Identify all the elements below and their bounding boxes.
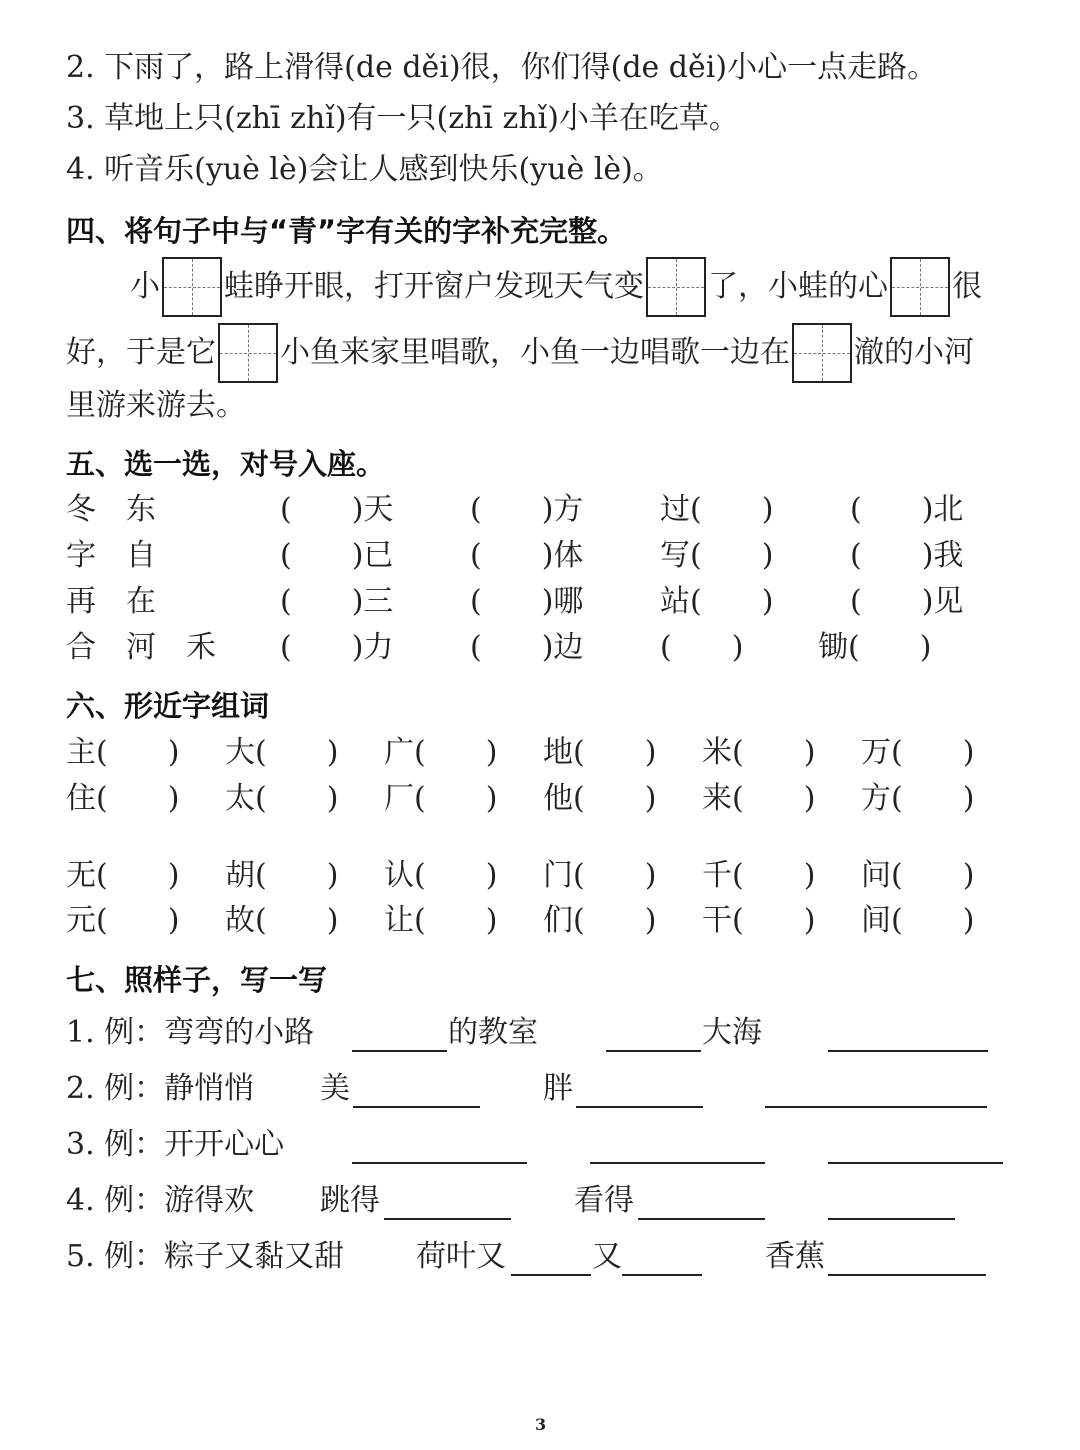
section-4-title: 四、将句子中与“青”字有关的字补充完整。 [66,214,627,248]
s6-word[interactable]: 门( ) [543,858,657,893]
s7-part: 的教室 [448,1015,538,1050]
s5-item[interactable]: 锄( ) [818,630,932,665]
s7-label: 1. 例：弯弯的小路 [66,1015,315,1050]
answer-blank[interactable] [384,1190,511,1220]
s7-part: 美 [320,1071,350,1106]
s6-word[interactable]: 间( ) [861,903,975,938]
s6-word[interactable]: 认( ) [384,858,498,893]
section-7-title: 七、照样子，写一写 [66,963,328,997]
answer-blank[interactable] [828,1022,988,1052]
s6-word[interactable]: 让( ) [384,903,498,938]
answer-blank[interactable] [828,1134,1003,1164]
s6-word[interactable]: 问( ) [861,858,975,893]
s7-part: 香蕉 [765,1239,825,1274]
s6-word[interactable]: 他( ) [543,781,657,816]
answer-box[interactable] [162,257,222,317]
answer-blank[interactable] [352,1134,527,1164]
s6-word[interactable]: 厂( ) [384,781,498,816]
s4-text: 很 [952,269,982,304]
s7-part: 胖 [543,1071,573,1106]
answer-blank[interactable] [352,1022,447,1052]
s5-item[interactable]: 写( ) [660,538,774,573]
question-3-zhi: 3. 草地上只(zhī zhǐ)有一只(zhī zhǐ)小羊在吃草。 [66,101,739,136]
s7-label: 4. 例：游得欢 [66,1183,255,1218]
s5-item[interactable]: ( )北 [850,492,964,527]
s6-word[interactable]: 元( ) [66,903,180,938]
s7-part: 又 [592,1239,622,1274]
s5-item[interactable]: ( )天 [280,492,394,527]
question-2-de: 2. 下雨了，路上滑得(de děi)很，你们得(de děi)小心一点走路。 [66,50,938,85]
answer-blank[interactable] [828,1190,955,1220]
s6-word[interactable]: 主( ) [66,735,180,770]
s5-item[interactable]: 站( ) [660,584,774,619]
answer-blank[interactable] [606,1022,701,1052]
s6-word[interactable]: 来( ) [702,781,816,816]
s5-chars: 再 在 [66,584,156,619]
answer-box[interactable] [792,323,852,383]
s6-word[interactable]: 胡( ) [225,858,339,893]
answer-box[interactable] [890,257,950,317]
s5-item[interactable]: ( )哪 [470,584,584,619]
s6-word[interactable]: 万( ) [861,735,975,770]
s5-item[interactable]: ( )边 [470,630,584,665]
answer-blank[interactable] [576,1078,703,1108]
s6-word[interactable]: 干( ) [702,903,816,938]
answer-blank[interactable] [828,1246,986,1276]
s5-item[interactable]: ( )见 [850,584,964,619]
s4-text: 澈的小河 [854,335,974,370]
s4-text: 小鱼来家里唱歌，小鱼一边唱歌一边在 [280,335,790,370]
s6-word[interactable]: 住( ) [66,781,180,816]
section-4-line-3: 里游来游去。 [66,388,246,423]
s6-word[interactable]: 们( ) [543,903,657,938]
s4-text: 小 [130,269,160,304]
s7-label: 3. 例：开开心心 [66,1127,285,1162]
s6-word[interactable]: 方( ) [861,781,975,816]
s5-item[interactable]: ( )三 [280,584,394,619]
answer-box[interactable] [218,323,278,383]
s5-item[interactable]: ( )我 [850,538,964,573]
s6-word[interactable]: 大( ) [225,735,339,770]
s5-item[interactable]: ( )已 [280,538,394,573]
s5-item[interactable]: ( )方 [470,492,584,527]
s4-text: 蛙睁开眼，打开窗户发现天气变 [224,269,644,304]
s7-label: 2. 例：静悄悄 [66,1071,255,1106]
s7-part: 跳得 [320,1183,380,1218]
s6-word[interactable]: 千( ) [702,858,816,893]
s6-word[interactable]: 地( ) [543,735,657,770]
answer-blank[interactable] [353,1078,480,1108]
answer-blank[interactable] [590,1134,765,1164]
section-4-line-1 [130,256,982,318]
s6-word[interactable]: 太( ) [225,781,339,816]
s4-text: 好，于是它 [66,335,216,370]
answer-blank[interactable] [622,1246,702,1276]
s5-item[interactable]: 过( ) [660,492,774,527]
s5-chars: 字 自 [66,538,156,573]
s4-text: 了，小蛙的心 [708,269,888,304]
s7-part: 大海 [702,1015,762,1050]
s6-word[interactable]: 米( ) [702,735,816,770]
s5-item[interactable]: ( )体 [470,538,584,573]
s6-word[interactable]: 广( ) [384,735,498,770]
s6-word[interactable]: 故( ) [225,903,339,938]
s7-part: 荷叶又 [416,1239,506,1274]
section-5-title: 五、选一选，对号入座。 [66,447,386,481]
section-6-title: 六、形近字组词 [66,689,270,723]
s6-word[interactable]: 无( ) [66,858,180,893]
s5-item[interactable]: ( ) [660,630,744,665]
s5-chars: 冬 东 [66,492,156,527]
s5-item[interactable]: ( )力 [280,630,394,665]
section-4-line-2 [66,322,974,384]
page-number: 3 [535,1415,547,1434]
question-4-yue: 4. 听音乐(yuè lè)会让人感到快乐(yuè lè)。 [66,152,663,187]
answer-blank[interactable] [765,1078,987,1108]
answer-blank[interactable] [511,1246,591,1276]
answer-blank[interactable] [638,1190,765,1220]
answer-box[interactable] [646,257,706,317]
s5-chars: 合 河 禾 [66,630,216,665]
s7-label: 5. 例：粽子又黏又甜 [66,1239,345,1274]
s7-part: 看得 [574,1183,634,1218]
